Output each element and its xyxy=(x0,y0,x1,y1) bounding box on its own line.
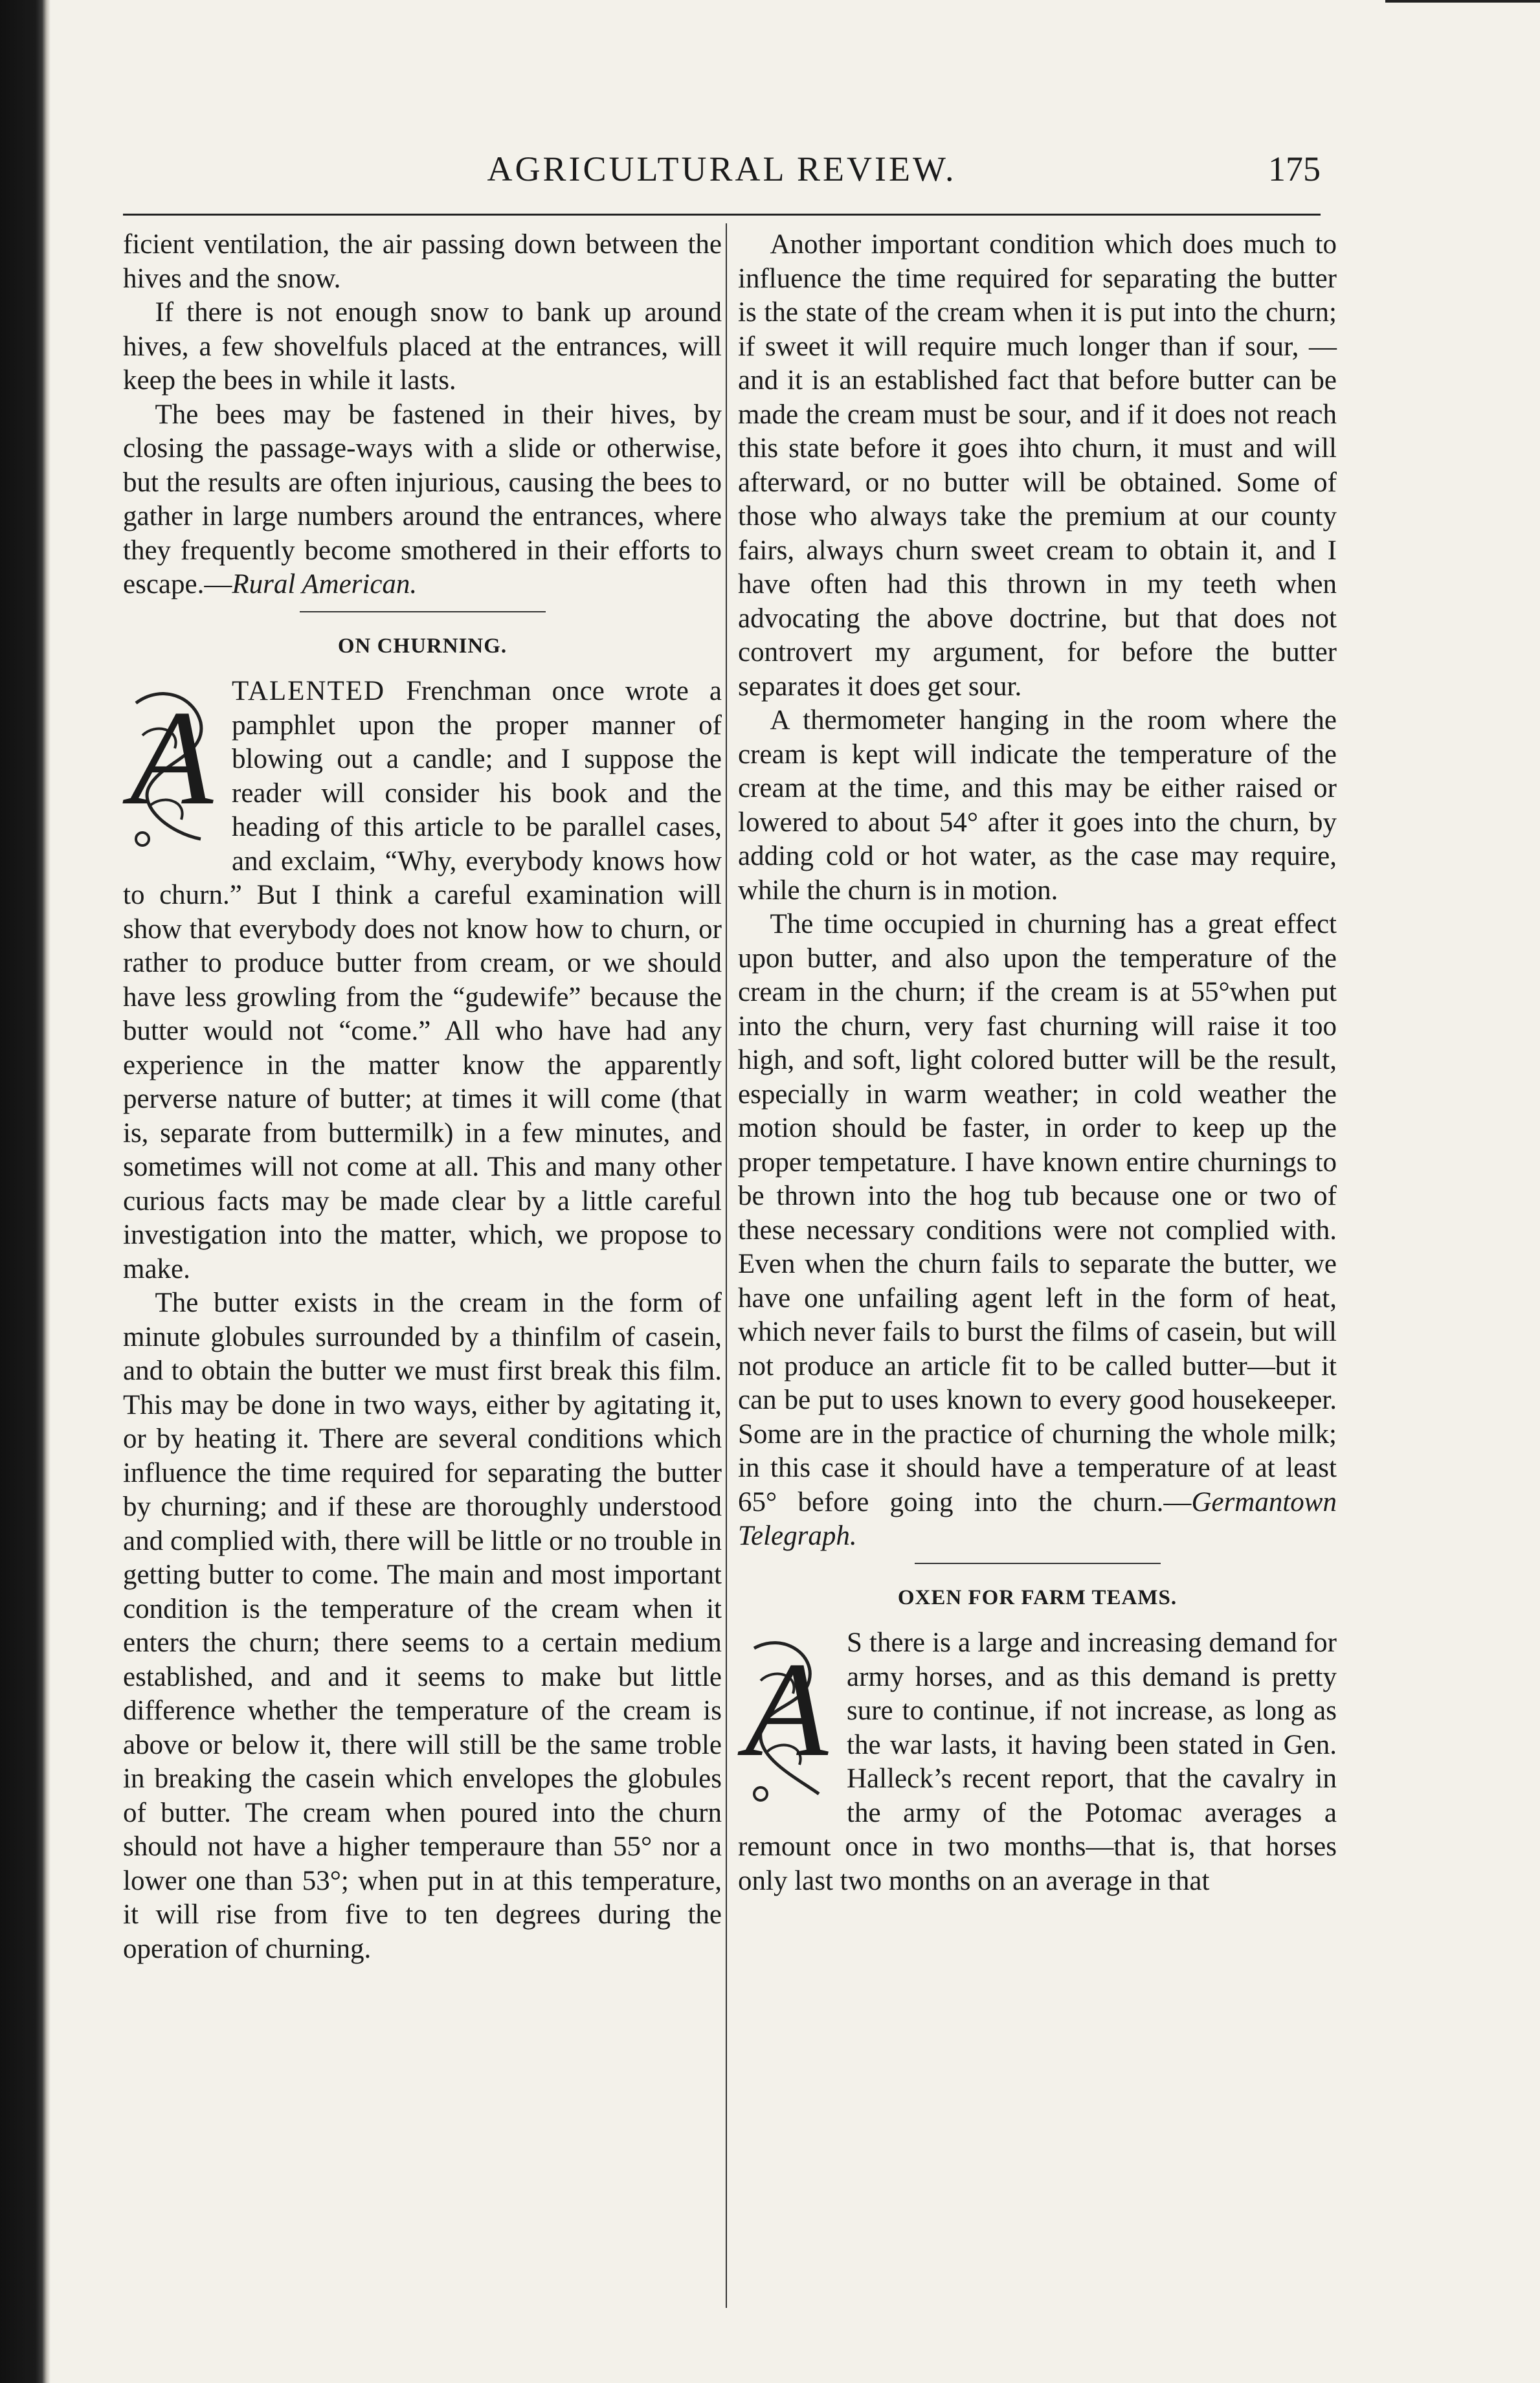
running-title: AGRICULTURAL REVIEW. xyxy=(487,150,957,188)
churning-paragraph-2: The butter exists in the cream in the form of minute globules surrounded by a thinfilm of casein, and to obtain the butter we must first break this film. This may be done in two ways, either by agitating it, or by heating it. There are several conditions which influence the time required for separating the butter by churning; and if these are thoroughly understood and complied with, there will be little or no trouble in getting butter to come. The main and most important condition is the temperature of the cream when it enters the churn; there seems to a certain medium established, and and it seems to make but little difference whether the temperature of the cream is above or below it, there will still be the same troble in breaking the casein which envelopes the globules of butter. The cream when poured into the churn should not have a higher temperaure than 55° nor a lower one than 53°; when put in at this temperature, it will rise from five to ten degrees during the operation of churning. xyxy=(123,1288,722,1964)
oxen-paragraph-1 xyxy=(738,1626,1337,1898)
oxen-paragraph-1-text: S there is a large and increasing demand for army horses, and as this demand is pretty sure to continue, if not increase, as long as the war lasts, it having been stated in Gen. Halleck’s recent report, that the cavalry in the army of the Potomac averages a remount once in two months—that is, that horses only last two months on an average in that xyxy=(738,1628,1337,1896)
ornamental-dropcap-a-2 xyxy=(738,1629,835,1810)
continued-paragraph-2: If there is not enough snow to bank up around hives, a few shovelfuls placed at the entrances, will keep the bees in while it lasts. xyxy=(123,297,722,396)
right-column xyxy=(738,228,1337,1898)
source-germantown-telegraph: Germantown Telegraph. xyxy=(738,1486,1337,1551)
section-title-on-churning: ON CHURNING. xyxy=(337,634,508,658)
column-divider xyxy=(726,223,727,2308)
churning-paragraph-1-text: Frenchman once wrote a pamphlet upon the proper manner of blowing out a candle; and I suppose the reader will consider his book and the heading of this article to be parallel cases, and exclaim, “Why, everybody knows how to churn.” But I think a careful examination will show that everybody does not know how to churn, or rather to produce butter from cream, or we should have less growling from the “gudewife” because the butter would not “come.” All who have had any experience in the matter know the apparently perverse nature of butter; at times it will come (that is, separate from buttermilk) in a few minutes, and sometimes will not come at all. This and many other curious facts may be made clear by a little careful investigation into the matter, which, we propose to make. xyxy=(123,676,722,1284)
churning-paragraph-4: A thermometer hanging in the room where the cream is kept will indicate the temperature of the cream at the time, and this may be either raised or lowered to about 54° after it goes into the churn, by adding cold or hot water, as the case may require, while the churn is in motion. xyxy=(738,705,1337,906)
ornamental-dropcap-a xyxy=(123,677,220,858)
page-header xyxy=(123,149,1321,201)
continued-paragraph-1: ficient ventilation, the air passing down between the hives and the snow. xyxy=(123,229,722,294)
churning-paragraph-3: Another important condition which does much to influence the time required for separating the butter is the state of the cream when it is put into the churn; if sweet it will require much longer than if sour, —and it is an established fact that before butter can be made the cream must be sour, and if it does not reach this state before it goes ihto churn, it must and will afterward, or no butter will be obtained. Some of those who always take the premium at our county fairs, always churn sweet cream to obtain it, and I have often had this thrown in my teeth when advocating the above doctrine, but that does not controvert my argument, for before the butter separates it does get sour. xyxy=(738,229,1337,702)
left-column xyxy=(123,228,722,1966)
continued-paragraph-3 xyxy=(123,398,722,602)
dropcap-letter-2: A xyxy=(744,1635,829,1785)
churning-paragraph-5-text: The time occupied in churning has a great effect upon butter, and also upon the temperature of the cream in the churn; if the cream is at 55°when put into the churn, very fast churning will raise it too high, and soft, light colored butter will be the result, especially in warm weather; in cold weather the motion should be faster, in order to keep up the proper tempetature. I have known entire churnings to be thrown into the hog tub because one or two of these necessary conditions were not complied with. Even when the churn fails to separate the butter, we have one unfailing agent left in the form of heat, which never fails to burst the films of casein, but will not produce an article fit to be called butter—but it can be put to uses known to every good housekeeper. Some are in the practice of churning the whole milk; in this case it should have a temperature of at least 65° before going into the churn.— xyxy=(738,909,1337,1517)
section-rule xyxy=(300,611,546,612)
section-rule-2 xyxy=(915,1563,1161,1564)
page-number: 175 xyxy=(1268,150,1321,188)
churning-paragraph-1 xyxy=(123,675,722,1286)
churning-paragraph-5 xyxy=(738,908,1337,1554)
header-rule xyxy=(123,214,1321,216)
churning-lead-word: TALENTED xyxy=(232,676,386,706)
dropcap-letter: A xyxy=(129,683,214,833)
source-rural-american: Rural American. xyxy=(232,569,418,599)
continued-paragraph-3-text: The bees may be fastened in their hives, by closing the passage-ways with a slide or otherwise, but the results are often injurious, causing the bees to gather in large numbers around the entrances, where they frequently become smothered in their efforts to escape.— xyxy=(123,399,722,599)
page-binding-edge xyxy=(0,0,50,2383)
top-edge-line xyxy=(1385,0,1540,3)
section-title-oxen: OXEN FOR FARM TEAMS. xyxy=(897,1585,1177,1609)
